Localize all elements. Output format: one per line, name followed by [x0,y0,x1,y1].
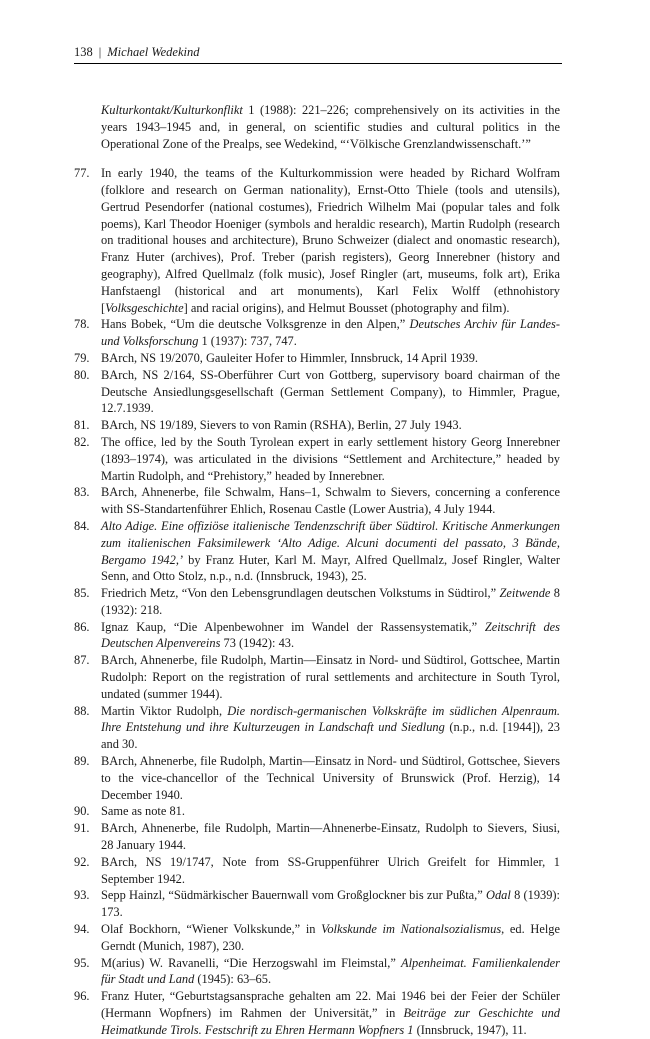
note-number: 84. [74,518,90,533]
endnote [74,988,560,1038]
endnote [74,619,560,653]
note-number: 94. [74,922,90,937]
note-text [101,484,560,518]
note-text [101,854,560,888]
italic-title: Kulturkontakt/Kulturkonflikt [101,103,243,118]
note-text-segment: 73 (1942): 43. [220,636,295,651]
note-number: 96. [74,989,90,1004]
note-list [74,165,560,1038]
note-text-segment: Sepp Hainzl, “Südmärkischer Bauernwall vom Großglockner bis zur Pußta,” [101,888,487,903]
note-number: 82. [74,434,90,449]
note-text-segment: 1 (1988): 221–226; comprehensively on its activities in the years 1943–1945 and, in general, on scientific studies and cultural politics in the Operational Zone of the Prealps, see Wedekind, “‘Völkische Grenzlandwissenschaft.’” [101,103,560,151]
endnote [74,585,560,619]
note-text-segment: BArch, NS 19/1747, Note from SS-Gruppenführer Ulrich Greifelt for Himmler, 1 September 1942. [101,854,560,886]
endnote [74,165,560,316]
note-text [101,753,560,803]
note-text-segment: (n.p., n.d. [1944]), 23 and 30. [101,720,560,752]
italic-title: Odal [486,888,511,903]
note-text-segment: (Innsbruck, 1947), 11. [413,1022,527,1037]
endnote [74,484,560,518]
note-number: 86. [74,619,90,634]
note-number: 87. [74,653,90,668]
endnote [74,518,560,585]
note-text-segment: ] and racial origins), and Helmut Bousset (photography and film). [183,300,510,315]
note-continuation [74,102,560,152]
note-number: 91. [74,821,90,836]
note-number: 78. [74,317,90,332]
note-text-segment: 8 (1939): 173. [101,888,560,920]
note-text [101,820,560,854]
endnote [74,703,560,753]
note-text-segment: BArch, Ahnenerbe, file Schwalm, Hans–1, Schwalm to Sievers, concerning a conference with SS-Standartenführer Ehlich, Rosenau Castle (Lower Austria), 4 July 1944. [101,485,560,517]
note-text [101,350,560,367]
note-text-segment: BArch, NS 2/164, SS-Oberführer Curt von Gottberg, supervisory board chairman of the Deutsche Ansiedlungsgesellschaft (German Settlement Company), to Himmler, Prague, 12.7.1939. [101,367,560,416]
note-number: 83. [74,485,90,500]
endnote [74,753,560,803]
note-number: 90. [74,804,90,819]
note-text [101,434,560,484]
note-text [101,518,560,585]
endnote [74,367,560,417]
endnote [74,921,560,955]
note-text-segment: BArch, Ahnenerbe, file Rudolph, Martin—Einsatz in Nord- und Südtirol, Gottschee, Sievers to the vice-chancellor of the Technical University of Brunswick (Prof. Herzig), 14 December 1940. [101,754,560,802]
running-header [74,42,562,62]
note-text-segment: BArch, Ahnenerbe, file Rudolph, Martin—Einsatz in Nord- und Südtirol, Gottschee, Martin Rudolph: Report on the registration of rural settlements and architecture in South Tyrol, undated (summer 1944). [101,653,560,701]
note-text-segment: BArch, Ahnenerbe, file Rudolph, Martin—Ahnenerbe-Einsatz, Rudolph to Sievers, Siusi, 28 January 1944. [101,821,560,853]
note-number: 77. [74,166,90,181]
note-number: 89. [74,754,90,769]
note-text [101,165,560,316]
note-text-segment: 8 (1932): 218. [101,586,560,617]
endnote [74,350,560,367]
running-head-author: Michael Wedekind [107,45,200,59]
endnote [74,417,560,434]
page-number: 138 [74,45,93,59]
note-text [101,955,560,989]
note-text-segment: by Franz Huter, Karl M. Mayr, Alfred Quellmalz, Josef Ringler, Walter Senn, and Otto Stolz, n.p., n.d. (Innsbruck, 1943), 25. [101,552,561,584]
note-text-segment: Martin Viktor Rudolph, [101,703,228,718]
italic-title: Volkskunde im Nationalsozialismus [321,922,502,937]
note-text [101,652,560,702]
note-number: 88. [74,703,90,718]
header-separator: | [98,45,102,59]
note-text-segment: Hans Bobek, “Um die deutsche Volksgrenze in den Alpen,” [101,317,410,332]
note-text-segment: 1 (1937): 737, 747. [198,334,297,349]
note-text-segment: Olaf Bockhorn, “Wiener Volkskunde,” in [101,922,322,937]
italic-title: Die nordisch-germanischen Volkskräfte im südlichen Alpenraum. Ihre Entstehung und ihre Kulturzeugen in Landschaft und Siedlung [101,703,560,735]
note-text [101,417,560,434]
italic-title: Zeitwende [499,586,551,601]
note-text [101,921,560,955]
endnote [74,887,560,921]
header-rule [74,63,562,64]
note-text [101,367,560,417]
note-text [101,803,560,820]
endnote [74,316,560,350]
note-number: 92. [74,854,90,869]
italic-title: Alto Adige. Eine offiziöse italienische Tendenzschrift über Südtirol. Kritische Anmerkungen zum italienischen Faksimilewerk ‘Alto Adige. Alcuni documenti del passato, 3 Bände, Bergamo 1942,’ [101,518,560,567]
italic-title: Alpenheimat. Familienkalender für Stadt und Land [101,955,560,987]
endnote [74,955,560,989]
note-text-segment: M(arius) W. Ravanelli, “Die Herzogswahl im Fleimstal,” [101,955,402,970]
note-number: 85. [74,586,90,601]
note-text-segment: Same as note 81. [101,804,185,819]
note-text [101,703,560,753]
note-text [101,619,560,653]
note-number: 81. [74,418,90,433]
note-text-segment: Ignaz Kaup, “Die Alpenbewohner im Wandel der Rassensystematik,” [101,619,485,634]
note-text-segment: Franz Huter, “Geburtstagsansprache gehalten am 22. Mai 1946 bei der Feier der Schüler (Hermann Wopfners) im Rahmen der Universität,” in [101,989,560,1021]
endnote [74,803,560,820]
italic-title: Beiträge zur Geschichte und Heimatkunde Tirols. Festschrift zu Ehren Hermann Wopfners 1 [101,1006,560,1037]
italic-title: Volksgeschichte [105,300,184,315]
note-text [101,887,560,921]
note-text-segment: In early 1940, the teams of the Kulturkommission were headed by Richard Wolfram (folklore and research on German nationality), Ernst-Otto Thiele (tools and utensils), Gertrud Pesendorfer (national costumes), Friedrich Wilhelm Mai (popular tales and folk poems), Karl Theodor Hoeniger (symbols and heraldic research), Martin Rudolph (research on traditional houses and architecture), Bruno Schweizer (dialect and onomastic research), Franz Huter (archives), Prof. Treber (parish registers), Georg Innerebner (history and geography), Alfred Quellmalz (folk music), Josef Ringler (art, museums, folk art), Erika Hanfstaengl (historical and art monuments), Karl Felix Wolff (ethnohistory [ [101,166,560,315]
note-number: 95. [74,955,90,970]
note-text [101,988,560,1038]
note-number: 79. [74,350,90,365]
note-number: 93. [74,888,90,903]
endnote [74,820,560,854]
note-text [101,585,560,619]
note-text-segment: (1945): 63–65. [194,972,272,987]
endnote [74,434,560,484]
note-number: 80. [74,367,90,382]
note-text-segment: The office, led by the South Tyrolean expert in early settlement history Georg Innerebner (1893–1974), was articulated in the divisions “Settlement and Architecture,” headed by Martin Rudolph, and “Prehistory,” headed by Innerebner. [101,434,560,483]
note-text-segment: , ed. Helge Gerndt (Munich, 1987), 230. [101,922,560,953]
endnotes [74,90,560,1039]
note-text [101,316,560,350]
note-text-segment: BArch, NS 19/2070, Gauleiter Hofer to Himmler, Innsbruck, 14 April 1939. [101,350,479,365]
endnote [74,854,560,888]
endnote [74,652,560,702]
note-text-segment: BArch, NS 19/189, Sievers to von Ramin (RSHA), Berlin, 27 July 1943. [101,418,462,433]
note-text-segment: Friedrich Metz, “Von den Lebensgrundlagen deutschen Volkstums in Südtirol,” [101,586,500,601]
italic-title: Zeitschrift des Deutschen Alpenvereins [101,619,560,651]
italic-title: Deutsches Archiv für Landes- und Volksforschung [101,317,560,349]
